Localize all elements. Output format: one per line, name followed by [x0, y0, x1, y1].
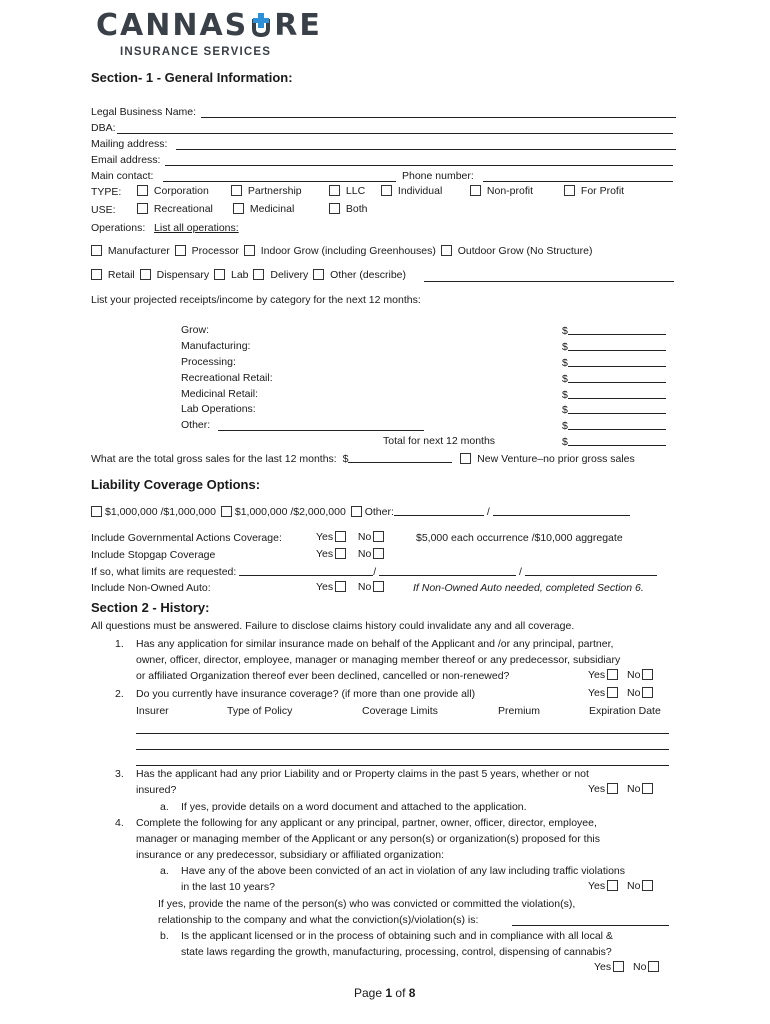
amount-lab-operations[interactable]: $	[562, 403, 666, 417]
logo-subtitle: INSURANCE SERVICES	[120, 46, 272, 58]
type-nonprofit-option[interactable]: Non-profit	[468, 185, 533, 198]
q4b-yes-no: Yes No	[594, 961, 662, 974]
checkbox[interactable]	[140, 269, 151, 280]
checkbox[interactable]	[335, 581, 346, 592]
checkbox[interactable]	[642, 687, 653, 698]
q4-line-1: Complete the following for any applicant or any principal, partner, owner, officer, director, employee,	[136, 817, 597, 829]
q1-line-2: owner, officer, director, employee, manager or managing member thereof or any predecessor, subsidiary	[136, 654, 621, 666]
nonowned-yes-no: Yes No	[316, 581, 387, 594]
type-label: TYPE:	[91, 186, 122, 198]
col-insurer: Insurer	[136, 705, 169, 717]
gov-coverage-label: Include Governmental Actions Coverage:	[91, 532, 282, 544]
col-coverage-limits: Coverage Limits	[362, 705, 438, 717]
page-total: 8	[408, 986, 416, 1000]
nonowned-note: If Non-Owned Auto needed, completed Section 6.	[413, 582, 644, 594]
q3a-number: a.	[160, 801, 169, 813]
col-type-of-policy: Type of Policy	[227, 705, 293, 717]
q2-text: Do you currently have insurance coverage? (if more than one provide all)	[136, 688, 476, 700]
gov-coverage-note: $5,000 each occurrence /$10,000 aggregate	[416, 532, 623, 544]
receipts-prompt: List your projected receipts/income by category for the next 12 months:	[91, 294, 421, 306]
q3a-text: If yes, provide details on a word document and attached to the application.	[181, 801, 527, 813]
main-contact-field[interactable]	[163, 181, 396, 182]
insurance-entry-line[interactable]	[136, 749, 669, 750]
checkbox[interactable]	[221, 506, 232, 517]
logo-brand-part-a: CANNAS	[96, 8, 249, 43]
q4-line-2: manager or managing member of the Applicant or any person(s) or organization(s) proposed for this	[136, 833, 600, 845]
q4a-followup-1: If yes, provide the name of the person(s) who was convicted or committed the violation(s),	[158, 898, 576, 910]
q3-yes-no: Yes No	[588, 783, 656, 796]
amount-medicinal-retail[interactable]: $	[562, 388, 666, 402]
operations-label: Operations: List all operations:	[91, 222, 239, 234]
stopgap-label: Include Stopgap Coverage	[91, 549, 216, 561]
checkbox[interactable]	[642, 880, 653, 891]
mailing-field[interactable]	[176, 149, 676, 150]
q4-number: 4.	[115, 817, 124, 829]
checkbox[interactable]	[335, 531, 346, 542]
logo-brand-part-b: RE	[274, 8, 322, 43]
category-manufacturing: Manufacturing:	[181, 340, 251, 352]
insurance-entry-line[interactable]	[136, 765, 669, 766]
checkbox[interactable]	[233, 203, 244, 214]
q4b-line-1: Is the applicant licensed or in the process of obtaining such and in compliance with all local &	[181, 930, 613, 942]
type-forprofit-option[interactable]: For Profit	[562, 185, 624, 198]
col-expiration-date: Expiration Date	[589, 705, 661, 717]
limits-field-1[interactable]	[239, 565, 373, 576]
main-contact-label: Main contact:	[91, 170, 154, 182]
checkbox[interactable]	[351, 506, 362, 517]
insurance-entry-line[interactable]	[136, 733, 669, 734]
checkbox[interactable]	[137, 203, 148, 214]
dba-label: DBA:	[91, 122, 116, 134]
category-medicinal-retail: Medicinal Retail:	[181, 388, 259, 400]
checkbox[interactable]	[441, 245, 452, 256]
q3-line-1: Has the applicant had any prior Liability and or Property claims in the past 5 years, whether or not	[136, 768, 589, 780]
use-medicinal-option[interactable]: Medicinal	[231, 203, 294, 216]
use-label: USE:	[91, 204, 116, 216]
logo-cross-icon	[249, 11, 273, 39]
checkbox[interactable]	[329, 203, 340, 214]
checkbox[interactable]	[613, 961, 624, 972]
checkbox[interactable]	[373, 581, 384, 592]
gov-coverage-yes-no: Yes No	[316, 531, 387, 544]
checkbox[interactable]	[253, 269, 264, 280]
other-category-field[interactable]	[218, 430, 424, 431]
limits-row: If so, what limits are requested: / /	[91, 565, 657, 579]
q1-line-3: or affiliated Organization thereof ever been declined, cancelled or non-renewed?	[136, 670, 510, 682]
amount-other[interactable]: $	[562, 419, 666, 433]
checkbox[interactable]	[313, 269, 324, 280]
category-recreational-retail: Recreational Retail:	[181, 372, 273, 384]
q1-number: 1.	[115, 638, 124, 650]
type-llc-option[interactable]: LLC	[327, 185, 365, 198]
checkbox[interactable]	[470, 185, 481, 196]
use-both-option[interactable]: Both	[327, 203, 368, 216]
type-corporation-option[interactable]: Corporation	[135, 185, 209, 198]
operations-row-1: Manufacturer Processor Indoor Grow (including Greenhouses) Outdoor Grow (No Structure)	[89, 245, 592, 258]
amount-processing[interactable]: $	[562, 356, 666, 370]
liability-options-row: $1,000,000 /$1,000,000 $1,000,000 /$2,000,000 Other: /	[89, 505, 630, 519]
limits-field-3[interactable]	[525, 565, 657, 576]
col-premium: Premium	[498, 705, 541, 717]
email-label: Email address:	[91, 154, 161, 166]
q4a-yes-no: Yes No	[588, 880, 656, 893]
nonowned-label: Include Non-Owned Auto:	[91, 582, 211, 594]
checkbox[interactable]	[381, 185, 392, 196]
category-processing: Processing:	[181, 356, 236, 368]
legal-name-label: Legal Business Name:	[91, 106, 197, 118]
new-venture-label: New Venture–no prior gross sales	[477, 453, 635, 465]
checkbox[interactable]	[244, 245, 255, 256]
page-number: 1	[385, 986, 393, 1000]
gross-sales-label: What are the total gross sales for the last 12 months:	[91, 453, 337, 465]
use-recreational-option[interactable]: Recreational	[135, 203, 213, 216]
amount-manufacturing[interactable]: $	[562, 340, 666, 354]
checkbox[interactable]	[175, 245, 186, 256]
operations-row-2: Retail Dispensary Lab Delivery Other (describe)	[89, 269, 406, 282]
q3-number: 3.	[115, 768, 124, 780]
checkbox[interactable]	[607, 783, 618, 794]
checkbox[interactable]	[329, 185, 340, 196]
checkbox[interactable]	[564, 185, 575, 196]
checkbox[interactable]	[91, 245, 102, 256]
checkbox[interactable]	[642, 669, 653, 680]
category-other: Other:	[181, 419, 211, 431]
q4b-number: b.	[160, 930, 169, 942]
section2-intro: All questions must be answered. Failure to disclose claims history could invalidate any and all coverage.	[91, 620, 575, 632]
checkbox[interactable]	[214, 269, 225, 280]
phone-label: Phone number:	[402, 170, 474, 182]
gross-sales-field[interactable]	[348, 452, 452, 463]
q2-number: 2.	[115, 688, 124, 700]
other-describe-field[interactable]	[424, 281, 674, 282]
dba-field[interactable]	[117, 133, 673, 134]
q4a-line-1: Have any of the above been convicted of an act in violation of any law including traffic violations	[181, 865, 625, 877]
q4b-line-2: state laws regarding the growth, manufacturing, processing, control, dispensing of cannabis?	[181, 946, 612, 958]
q2-yes-no: Yes No	[588, 687, 656, 700]
type-partnership-option[interactable]: Partnership	[229, 185, 302, 198]
company-logo	[96, 8, 322, 58]
checkbox[interactable]	[607, 880, 618, 891]
operations-note: List all operations:	[154, 222, 239, 234]
checkbox[interactable]	[607, 687, 618, 698]
checkbox[interactable]	[91, 269, 102, 280]
checkbox[interactable]	[460, 453, 471, 464]
checkbox[interactable]	[642, 783, 653, 794]
stopgap-yes-no: Yes No	[316, 548, 387, 561]
q4a-line-2: in the last 10 years?	[181, 881, 275, 893]
q4-line-3: insurance or any predecessor, subsidiary or affiliated organization:	[136, 849, 444, 861]
q1-yes-no: Yes No	[588, 669, 656, 682]
conviction-details-field[interactable]	[512, 925, 669, 926]
legal-name-field[interactable]	[201, 117, 676, 118]
limits-field-2[interactable]	[379, 565, 516, 576]
page-footer: Page 1 of 8	[354, 986, 416, 1000]
q4a-number: a.	[160, 865, 169, 877]
checkbox[interactable]	[648, 961, 659, 972]
amount-recreational-retail[interactable]: $	[562, 372, 666, 386]
checkbox[interactable]	[137, 185, 148, 196]
amount-total[interactable]: $	[562, 435, 666, 449]
type-individual-option[interactable]: Individual	[379, 185, 442, 198]
total-label: Total for next 12 months	[383, 435, 496, 447]
email-field[interactable]	[165, 165, 673, 166]
category-lab-operations: Lab Operations:	[181, 403, 256, 415]
phone-field[interactable]	[483, 181, 673, 182]
checkbox[interactable]	[231, 185, 242, 196]
section1-title: Section- 1 - General Information:	[91, 70, 293, 85]
liability-title: Liability Coverage Options:	[91, 477, 261, 492]
checkbox[interactable]	[335, 548, 346, 559]
q3-line-2: insured?	[136, 784, 177, 796]
checkbox[interactable]	[91, 506, 102, 517]
section2-title: Section 2 - History:	[91, 600, 210, 615]
q4a-followup-2: relationship to the company and what the conviction(s)/violation(s) is:	[158, 914, 479, 926]
q1-line-1: Has any application for similar insurance made on behalf of the Applicant and /or any principal, partner,	[136, 638, 614, 650]
checkbox[interactable]	[373, 548, 384, 559]
category-grow: Grow:	[181, 324, 210, 336]
checkbox[interactable]	[373, 531, 384, 542]
amount-grow[interactable]: $	[562, 324, 666, 338]
mailing-label: Mailing address:	[91, 138, 168, 150]
checkbox[interactable]	[607, 669, 618, 680]
gross-sales-row: What are the total gross sales for the last 12 months: $ New Venture–no prior gross sales	[91, 453, 635, 465]
